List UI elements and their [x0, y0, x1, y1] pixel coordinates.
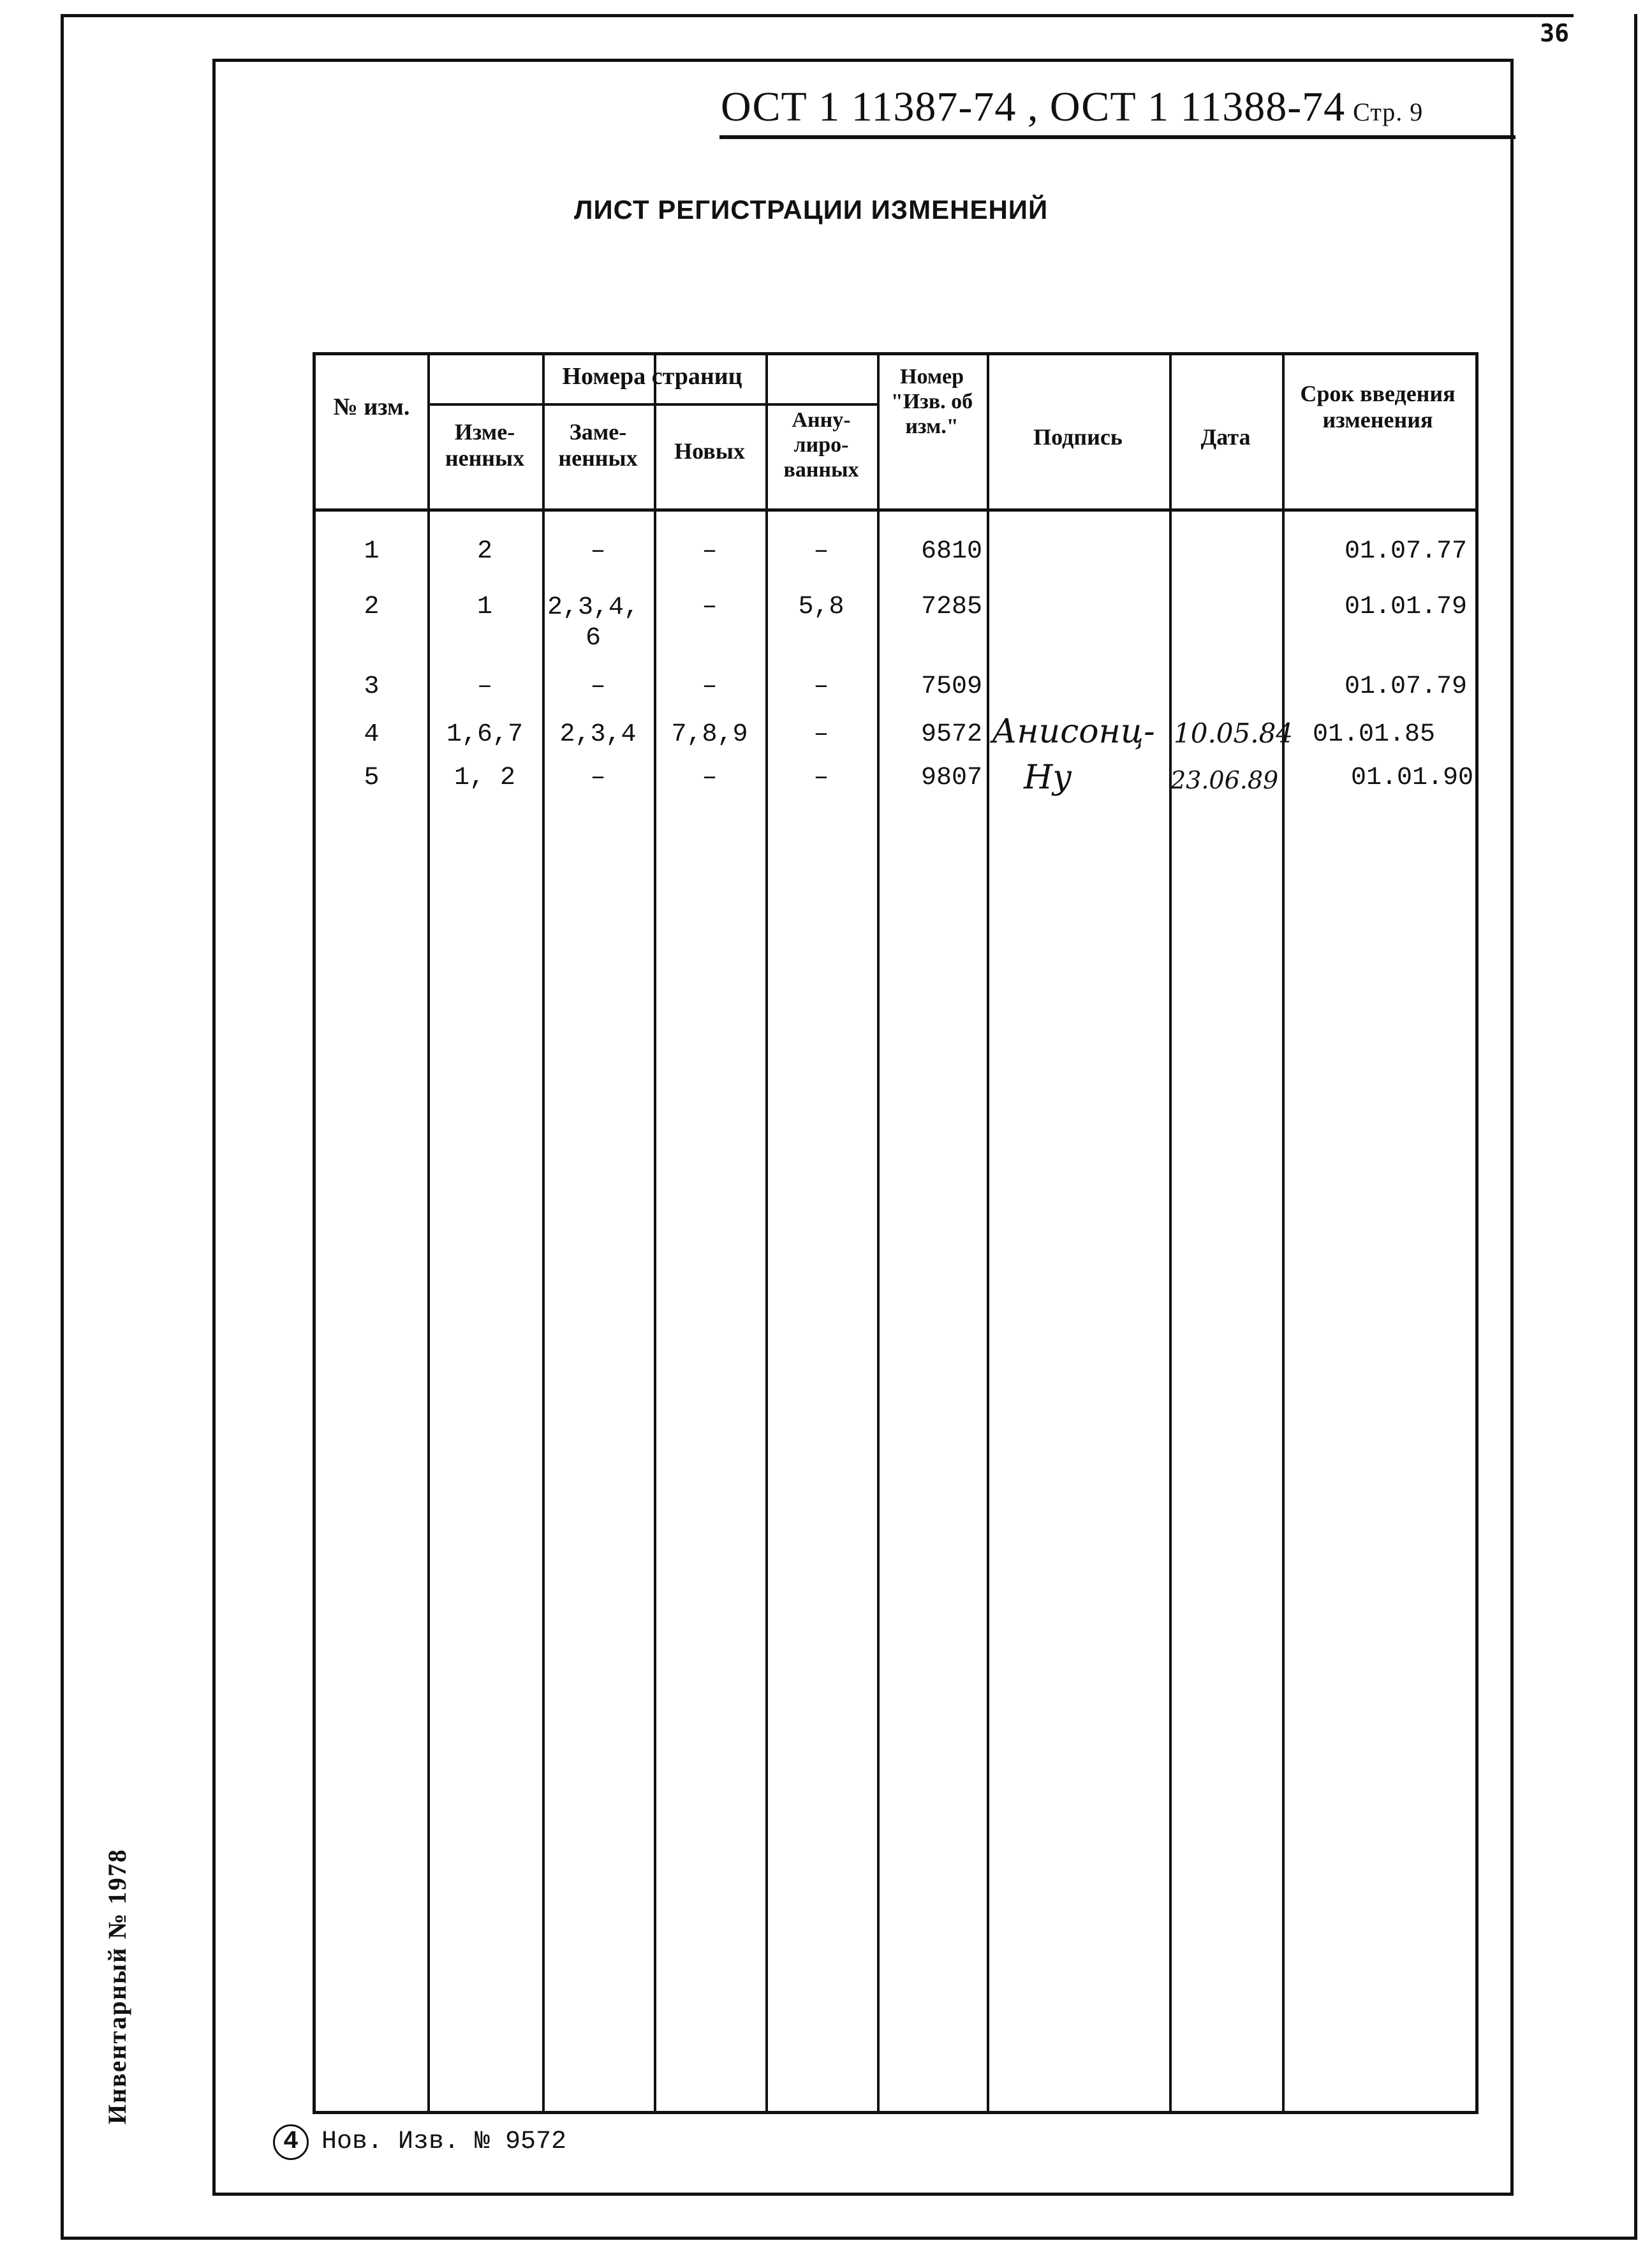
col-divider [987, 355, 989, 2111]
sheet-heading: ЛИСТ РЕГИСТРАЦИИ ИЗМЕНЕНИЙ [574, 195, 1049, 225]
standard-code: ОСТ 1 11387-74 , ОСТ 1 11388-74 [721, 84, 1346, 130]
row5-effective: 01.01.90 [1350, 764, 1473, 792]
changes-table [313, 352, 1479, 2114]
row2-effective: 01.01.79 [1344, 593, 1467, 621]
row5-notice: 9807 [920, 764, 982, 792]
row4-new: 7,8,9 [671, 720, 748, 749]
header-changed: Изме- ненных [445, 419, 525, 471]
circled-number: 4 [273, 2124, 309, 2160]
row3-changed: – [476, 672, 492, 701]
row1-notice: 6810 [920, 537, 982, 566]
row3-notice: 7509 [920, 672, 982, 701]
header-date: Дата [1200, 424, 1251, 450]
row4-changed: 1,6,7 [446, 720, 524, 749]
row2-num: 2 [364, 593, 380, 621]
row3-replaced: – [590, 672, 606, 701]
sheet-number: 36 [1540, 19, 1569, 47]
row1-annulled: – [813, 537, 829, 566]
row4-effective: 01.01.85 [1312, 720, 1435, 749]
header-replaced: Заме- ненных [558, 419, 638, 471]
col-divider [542, 355, 545, 2111]
row4-date: 10.05.84 [1174, 718, 1294, 749]
row1-replaced: – [590, 537, 606, 566]
header-bottom-line [316, 508, 1475, 512]
header-new: Новых [674, 438, 745, 464]
header-annulled: Анну- лиро- ванных [783, 408, 859, 482]
row2-replaced: 2,3,4, 6 [547, 593, 640, 653]
row4-notice: 9572 [920, 720, 982, 749]
group-header-line [427, 403, 877, 406]
row2-changed: 1 [476, 593, 492, 621]
row1-effective: 01.07.77 [1344, 537, 1467, 566]
row1-new: – [702, 537, 718, 566]
row3-effective: 01.07.79 [1344, 672, 1467, 701]
row2-new: – [702, 593, 718, 621]
row5-signature: Ну [1024, 759, 1072, 797]
row5-changed: 1, 2 [454, 764, 515, 792]
header-num: № изм. [333, 394, 410, 420]
standard-title [721, 83, 1518, 131]
row4-replaced: 2,3,4 [559, 720, 637, 749]
title-underline [719, 135, 1516, 139]
row5-num: 5 [364, 764, 380, 792]
row1-changed: 2 [476, 537, 492, 566]
row3-num: 3 [364, 672, 380, 701]
row4-num: 4 [364, 720, 380, 749]
inventory-number: Инвентарный № 1978 [103, 1848, 131, 2124]
row5-replaced: – [590, 764, 606, 792]
col-divider [1169, 355, 1172, 2111]
row5-date: 23.06.89 [1170, 766, 1279, 794]
row5-annulled: – [813, 764, 829, 792]
row4-signature: Анисонц- [992, 713, 1155, 751]
footer-note [273, 2124, 566, 2160]
row1-num: 1 [364, 537, 380, 566]
row4-annulled: – [813, 720, 829, 749]
row5-new: – [702, 764, 718, 792]
row3-annulled: – [813, 672, 829, 701]
header-notice-number: Номер "Изв. об изм." [890, 365, 973, 439]
row3-new: – [702, 672, 718, 701]
header-pages-group: Номера страниц [562, 363, 742, 390]
header-effective: Срок введения изменения [1300, 381, 1456, 433]
row2-notice: 7285 [920, 593, 982, 621]
row2-annulled: 5,8 [798, 593, 844, 621]
header-signature: Подпись [1033, 424, 1123, 450]
page-label: Стр. 9 [1353, 98, 1424, 126]
footer-notice-text: Нов. Изв. № 9572 [321, 2128, 567, 2156]
